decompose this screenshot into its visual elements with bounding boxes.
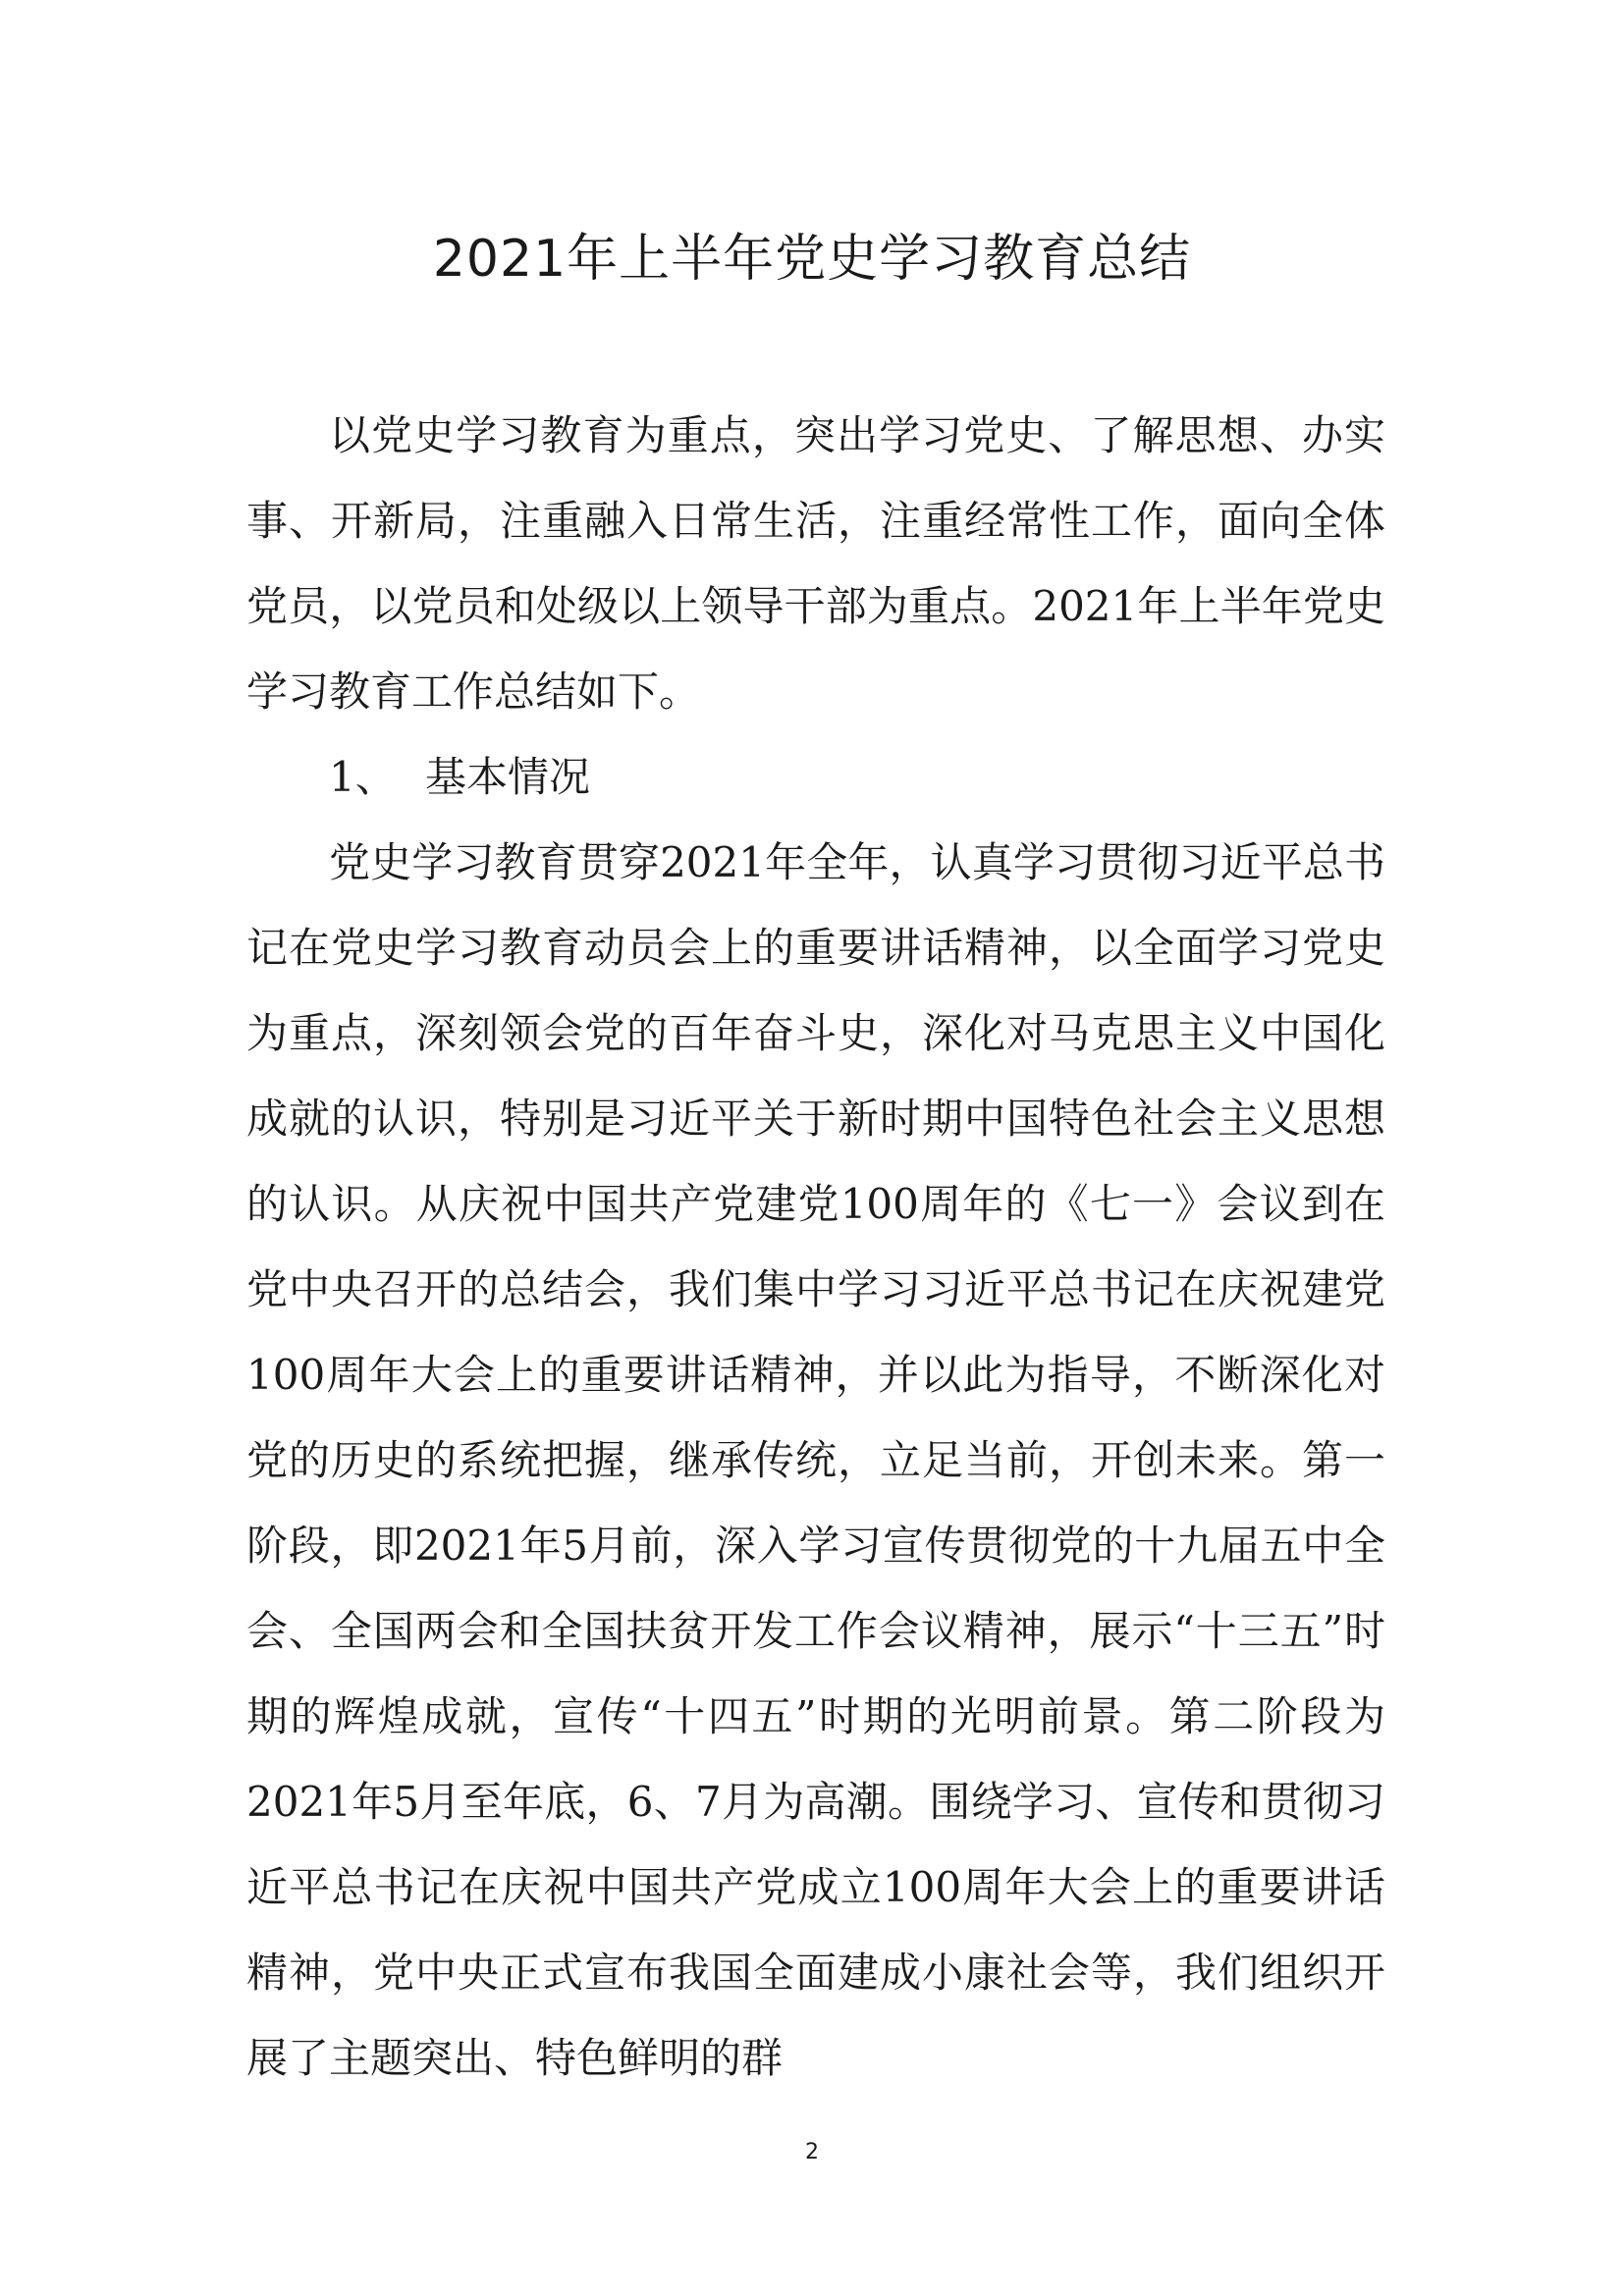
document-body bbox=[246, 393, 1385, 2101]
intro-paragraph: 以党史学习教育为重点，突出学习党史、了解思想、办实事、开新局，注重融入日常生活，注重经常性工作，面向全体党员，以党员和处级以上领导干部为重点。2021年上半年党史学习教育工作总结如下。 bbox=[246, 411, 1385, 716]
section-number: 1、 bbox=[329, 753, 397, 801]
section-heading-basic-situation bbox=[246, 734, 1385, 820]
section-heading-text: 基本情况 bbox=[425, 753, 591, 801]
basic-situation-paragraph: 党史学习教育贯穿2021年全年，认真学习贯彻习近平总书记在党史学习教育动员会上的重要讲话精神，以全面学习党史为重点，深刻领会党的百年奋斗史，深化对马克思主义中国化成就的认识，特别是习近平关于新时期中国特色社会主义思想的认识。从庆祝中国共产党建党100周年的《七一》会议到在党中央召开的总结会，我们集中学习习近平总书记在庆祝建党100周年大会上的重要讲话精神，并以此为指导，不断深化对党的历史的系统把握，继承传统，立足当前，开创未来。第一阶段，即2021年5月前，深入学习宣传贯彻党的十九届五中全会、全国两会和全国扶贫开发工作会议精神，展示“十三五”时期的辉煌成就，宣传“十四五”时期的光明前景。第二阶段为2021年5月至年底，6、7月为高潮。围绕学习、宣传和贯彻习近平总书记在庆祝中国共产党成立100周年大会上的重要讲话精神，党中央正式宣布我国全面建成小康社会等，我们组织开展了主题突出、特色鲜明的群 bbox=[246, 838, 1385, 2082]
page-number: 2 bbox=[805, 2140, 819, 2164]
document-title: 2021年上半年党史学习教育总结 bbox=[432, 230, 1192, 289]
